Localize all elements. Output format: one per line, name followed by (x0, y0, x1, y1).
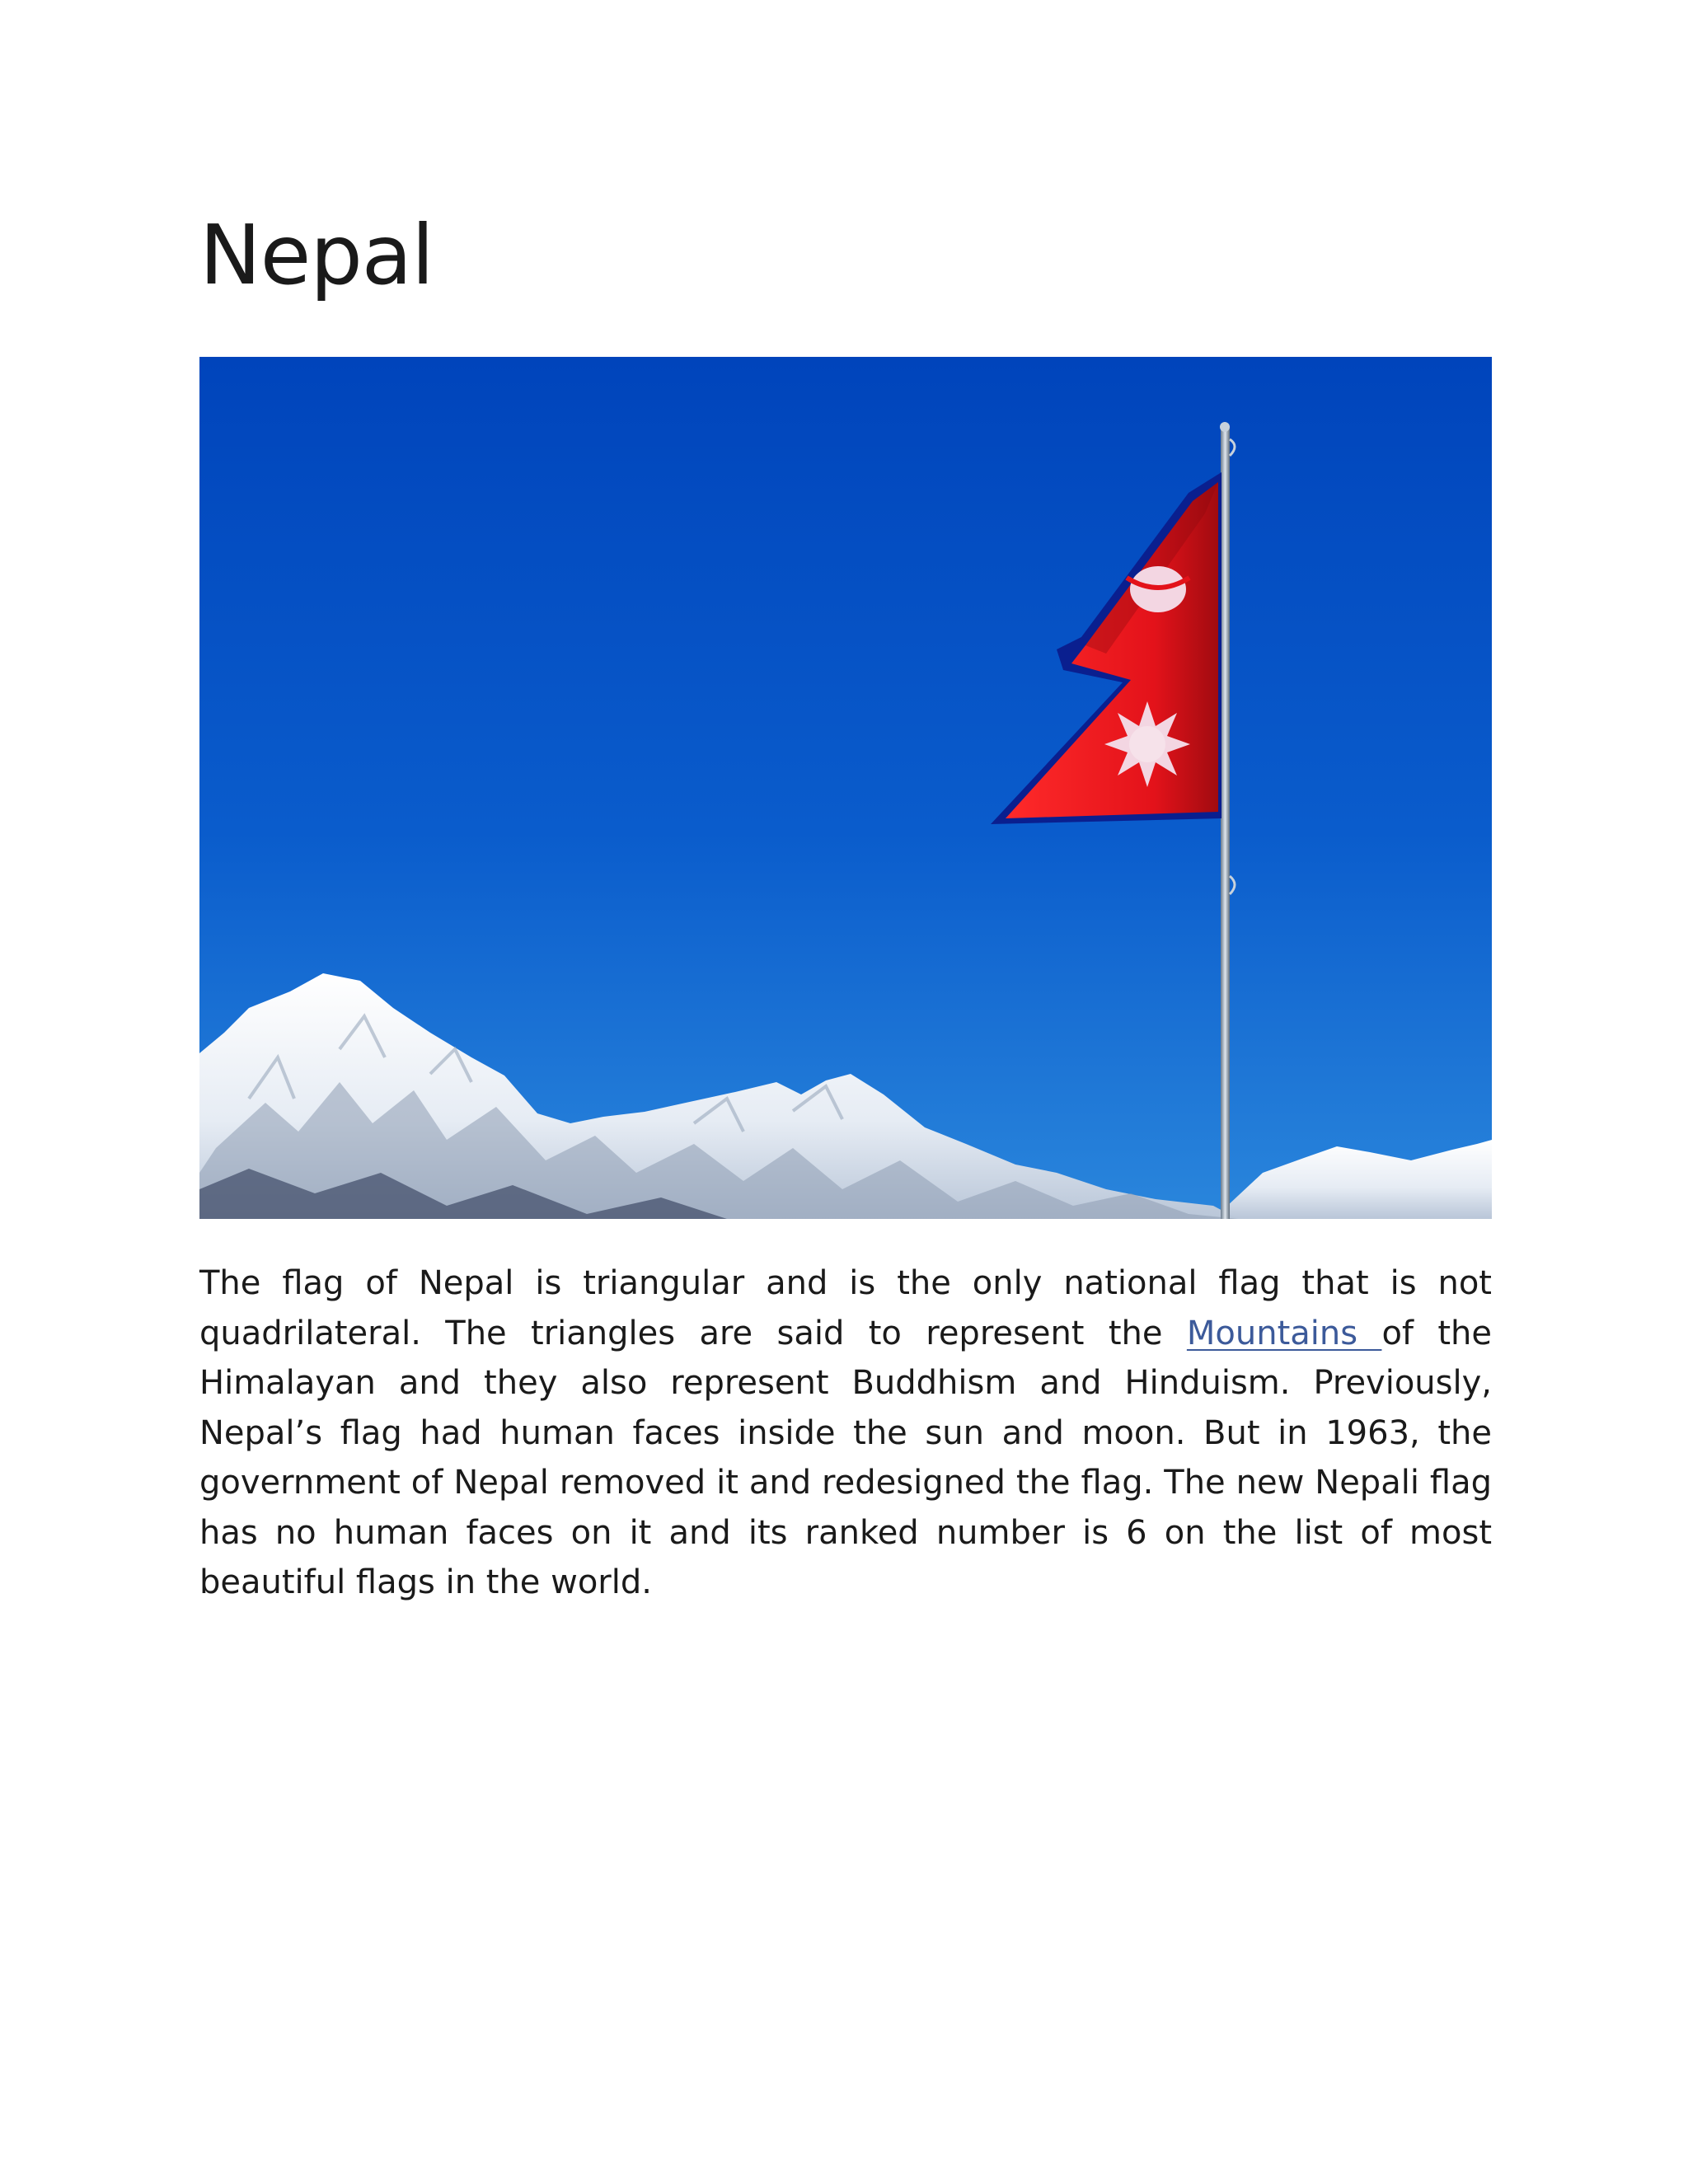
paragraph-text-end: of the Himalayan and they also represent Buddhism and Hinduism. Previously, Nepal’s flag had human faces inside the sun and moon. But in 1963, the government of Nepal removed it and redesigned the flag. The new Nepali flag has no human faces on it and its ranked number is 6 on the list of most beautiful flags in the world. (199, 1314, 1493, 1601)
mountains-link[interactable]: Mountains (1186, 1314, 1382, 1352)
nepal-flag-photo (199, 357, 1492, 1219)
page-title: Nepal (199, 207, 434, 303)
body-paragraph (199, 1258, 1492, 1608)
paragraph-text-start: The flag of Nepal is triangular and is the only national flag that is not quadrilateral. The triangles are said to represent the (199, 1264, 1492, 1352)
